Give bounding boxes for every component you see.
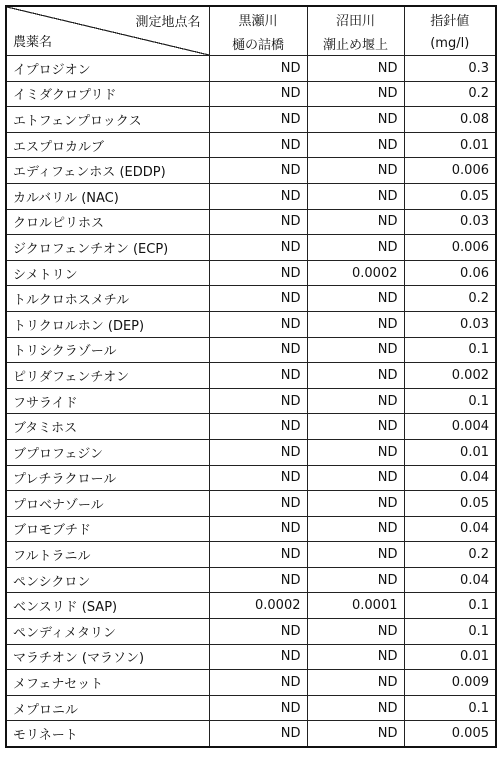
kurose-value-cell: ND bbox=[209, 286, 307, 312]
kurose-value-cell: ND bbox=[209, 363, 307, 389]
kurose-value-cell: ND bbox=[209, 567, 307, 593]
kurose-value-cell: ND bbox=[209, 81, 307, 107]
kurose-value-cell: ND bbox=[209, 721, 307, 747]
table-row bbox=[6, 695, 496, 721]
numata-value-cell: ND bbox=[307, 107, 404, 133]
table-row bbox=[6, 81, 496, 107]
numata-value-cell: ND bbox=[307, 286, 404, 312]
kurose-value-cell: ND bbox=[209, 695, 307, 721]
pesticide-name-cell: カルバリル (NAC) bbox=[6, 183, 209, 209]
pesticide-name-cell: ブロモブチド bbox=[6, 516, 209, 542]
table-row bbox=[6, 158, 496, 184]
guideline-value-cell: 0.2 bbox=[404, 81, 496, 107]
pesticide-name-cell: イプロジオン bbox=[6, 56, 209, 82]
numata-value-cell: ND bbox=[307, 235, 404, 261]
header-guideline-unit: (mg/l) bbox=[404, 31, 496, 56]
table-row bbox=[6, 439, 496, 465]
table-row bbox=[6, 721, 496, 747]
table-row bbox=[6, 107, 496, 133]
header-numata-river: 沼田川 bbox=[307, 6, 404, 31]
pesticide-name-cell: フサライド bbox=[6, 388, 209, 414]
guideline-value-cell: 0.3 bbox=[404, 56, 496, 82]
table-row bbox=[6, 56, 496, 82]
guideline-value-cell: 0.006 bbox=[404, 235, 496, 261]
numata-value-cell: ND bbox=[307, 388, 404, 414]
kurose-value-cell: ND bbox=[209, 183, 307, 209]
guideline-value-cell: 0.03 bbox=[404, 209, 496, 235]
numata-value-cell: ND bbox=[307, 132, 404, 158]
kurose-value-cell: ND bbox=[209, 235, 307, 261]
numata-value-cell: ND bbox=[307, 619, 404, 645]
guideline-value-cell: 0.005 bbox=[404, 721, 496, 747]
guideline-value-cell: 0.006 bbox=[404, 158, 496, 184]
table-row bbox=[6, 286, 496, 312]
pesticide-name-cell: エトフェンプロックス bbox=[6, 107, 209, 133]
guideline-value-cell: 0.002 bbox=[404, 363, 496, 389]
pesticide-name-cell: エディフェンホス (EDDP) bbox=[6, 158, 209, 184]
kurose-value-cell: ND bbox=[209, 209, 307, 235]
pesticide-name-cell: クロルピリホス bbox=[6, 209, 209, 235]
table-row bbox=[6, 388, 496, 414]
numata-value-cell: ND bbox=[307, 721, 404, 747]
guideline-value-cell: 0.01 bbox=[404, 439, 496, 465]
pesticide-name-cell: プロベナゾール bbox=[6, 491, 209, 517]
kurose-value-cell: ND bbox=[209, 337, 307, 363]
pesticide-name-cell: エスプロカルブ bbox=[6, 132, 209, 158]
table-row bbox=[6, 337, 496, 363]
table-row bbox=[6, 567, 496, 593]
table-row bbox=[6, 209, 496, 235]
table-row bbox=[6, 465, 496, 491]
numata-value-cell: ND bbox=[307, 644, 404, 670]
numata-value-cell: ND bbox=[307, 695, 404, 721]
pesticide-name-cell: トリクロルホン (DEP) bbox=[6, 311, 209, 337]
numata-value-cell: ND bbox=[307, 465, 404, 491]
numata-value-cell: ND bbox=[307, 491, 404, 517]
header-kurose-river: 黒瀬川 bbox=[209, 6, 307, 31]
guideline-value-cell: 0.06 bbox=[404, 260, 496, 286]
pesticide-name-cell: イミダクロプリド bbox=[6, 81, 209, 107]
guideline-value-cell: 0.2 bbox=[404, 286, 496, 312]
table-row bbox=[6, 491, 496, 517]
kurose-value-cell: ND bbox=[209, 107, 307, 133]
numata-value-cell: ND bbox=[307, 516, 404, 542]
pesticide-name-cell: ブプロフェジン bbox=[6, 439, 209, 465]
kurose-value-cell: 0.0002 bbox=[209, 593, 307, 619]
kurose-value-cell: ND bbox=[209, 516, 307, 542]
guideline-value-cell: 0.009 bbox=[404, 670, 496, 696]
guideline-value-cell: 0.2 bbox=[404, 542, 496, 568]
numata-value-cell: ND bbox=[307, 542, 404, 568]
header-guideline-value: 指針値 bbox=[404, 6, 496, 31]
guideline-value-cell: 0.01 bbox=[404, 132, 496, 158]
numata-value-cell: ND bbox=[307, 567, 404, 593]
kurose-value-cell: ND bbox=[209, 542, 307, 568]
guideline-value-cell: 0.04 bbox=[404, 465, 496, 491]
numata-value-cell: ND bbox=[307, 363, 404, 389]
table-row bbox=[6, 311, 496, 337]
kurose-value-cell: ND bbox=[209, 132, 307, 158]
guideline-value-cell: 0.05 bbox=[404, 183, 496, 209]
numata-value-cell: ND bbox=[307, 670, 404, 696]
pesticide-name-cell: ペンディメタリン bbox=[6, 619, 209, 645]
header-numata-site: 潮止め堰上 bbox=[307, 31, 404, 56]
guideline-value-cell: 0.08 bbox=[404, 107, 496, 133]
header-kurose-site: 樋の詰橋 bbox=[209, 31, 307, 56]
table-row bbox=[6, 132, 496, 158]
kurose-value-cell: ND bbox=[209, 56, 307, 82]
guideline-value-cell: 0.04 bbox=[404, 516, 496, 542]
guideline-value-cell: 0.004 bbox=[404, 414, 496, 440]
numata-value-cell: ND bbox=[307, 311, 404, 337]
guideline-value-cell: 0.04 bbox=[404, 567, 496, 593]
header-pesticide-label: 農薬名 bbox=[13, 35, 53, 50]
pesticide-table bbox=[5, 5, 497, 748]
pesticide-name-cell: ペンシクロン bbox=[6, 567, 209, 593]
guideline-value-cell: 0.1 bbox=[404, 619, 496, 645]
pesticide-name-cell: シメトリン bbox=[6, 260, 209, 286]
pesticide-name-cell: モリネート bbox=[6, 721, 209, 747]
guideline-value-cell: 0.01 bbox=[404, 644, 496, 670]
kurose-value-cell: ND bbox=[209, 158, 307, 184]
kurose-value-cell: ND bbox=[209, 644, 307, 670]
table-row bbox=[6, 363, 496, 389]
guideline-value-cell: 0.1 bbox=[404, 593, 496, 619]
numata-value-cell: ND bbox=[307, 209, 404, 235]
kurose-value-cell: ND bbox=[209, 311, 307, 337]
pesticide-name-cell: ベンスリド (SAP) bbox=[6, 593, 209, 619]
table-row bbox=[6, 235, 496, 261]
header-row-1 bbox=[6, 6, 496, 31]
guideline-value-cell: 0.1 bbox=[404, 388, 496, 414]
guideline-value-cell: 0.1 bbox=[404, 695, 496, 721]
pesticide-name-cell: メプロニル bbox=[6, 695, 209, 721]
header-location-label: 測定地点名 bbox=[135, 15, 201, 30]
kurose-value-cell: ND bbox=[209, 619, 307, 645]
pesticide-name-cell: ブタミホス bbox=[6, 414, 209, 440]
numata-value-cell: ND bbox=[307, 439, 404, 465]
kurose-value-cell: ND bbox=[209, 439, 307, 465]
kurose-value-cell: ND bbox=[209, 260, 307, 286]
numata-value-cell: ND bbox=[307, 56, 404, 82]
guideline-value-cell: 0.1 bbox=[404, 337, 496, 363]
pesticide-table-wrapper bbox=[5, 5, 497, 748]
table-row bbox=[6, 414, 496, 440]
kurose-value-cell: ND bbox=[209, 465, 307, 491]
numata-value-cell: 0.0002 bbox=[307, 260, 404, 286]
table-row bbox=[6, 183, 496, 209]
table-row bbox=[6, 593, 496, 619]
table-row bbox=[6, 644, 496, 670]
pesticide-name-cell: マラチオン (マラソン) bbox=[6, 644, 209, 670]
kurose-value-cell: ND bbox=[209, 670, 307, 696]
numata-value-cell: ND bbox=[307, 81, 404, 107]
kurose-value-cell: ND bbox=[209, 491, 307, 517]
table-row bbox=[6, 260, 496, 286]
table-row bbox=[6, 516, 496, 542]
table-body bbox=[6, 6, 496, 747]
guideline-value-cell: 0.05 bbox=[404, 491, 496, 517]
numata-value-cell: 0.0001 bbox=[307, 593, 404, 619]
guideline-value-cell: 0.03 bbox=[404, 311, 496, 337]
table-row bbox=[6, 542, 496, 568]
pesticide-name-cell: トリシクラゾール bbox=[6, 337, 209, 363]
kurose-value-cell: ND bbox=[209, 414, 307, 440]
header-corner-cell bbox=[6, 6, 209, 56]
pesticide-name-cell: フルトラニル bbox=[6, 542, 209, 568]
kurose-value-cell: ND bbox=[209, 388, 307, 414]
numata-value-cell: ND bbox=[307, 414, 404, 440]
table-row bbox=[6, 619, 496, 645]
pesticide-name-cell: トルクロホスメチル bbox=[6, 286, 209, 312]
numata-value-cell: ND bbox=[307, 337, 404, 363]
table-row bbox=[6, 670, 496, 696]
pesticide-name-cell: ピリダフェンチオン bbox=[6, 363, 209, 389]
pesticide-name-cell: プレチラクロール bbox=[6, 465, 209, 491]
numata-value-cell: ND bbox=[307, 158, 404, 184]
numata-value-cell: ND bbox=[307, 183, 404, 209]
pesticide-name-cell: ジクロフェンチオン (ECP) bbox=[6, 235, 209, 261]
pesticide-name-cell: メフェナセット bbox=[6, 670, 209, 696]
